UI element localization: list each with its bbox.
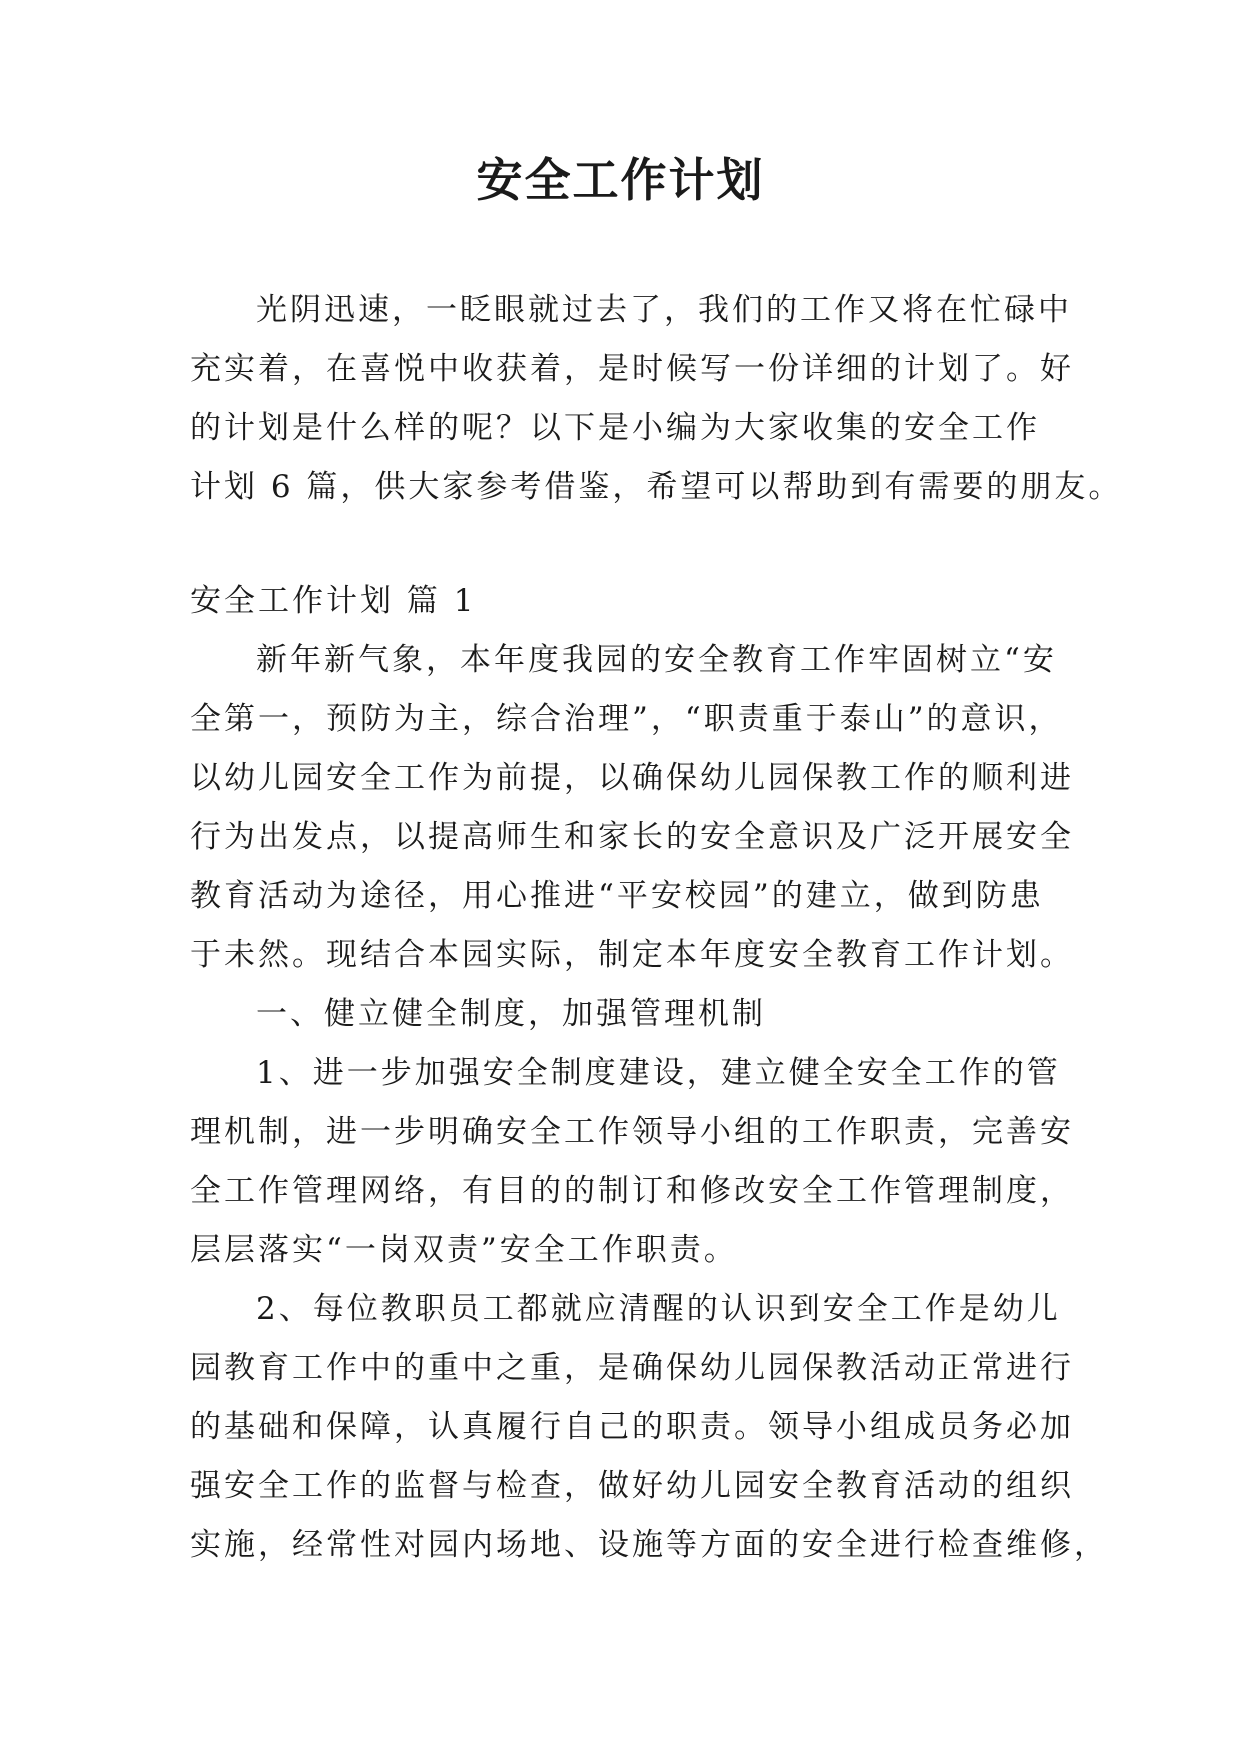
intro-line-1: 光阴迅速，一眨眼就过去了，我们的工作又将在忙碌中 [256,292,1072,328]
paragraph-line: 于未然。现结合本园实际，制定本年度安全教育工作计划。 [190,937,1074,973]
subheading-line: 一、健立健全制度，加强管理机制 [256,996,766,1032]
paragraph-line: 层层落实“一岗双责”安全工作职责。 [190,1232,738,1268]
paragraph-line: 园教育工作中的重中之重，是确保幼儿园保教活动正常进行 [190,1350,1074,1386]
paragraph-line: 全工作管理网络，有目的的制订和修改安全工作管理制度， [190,1173,1074,1209]
document-title: 安全工作计划 [476,153,765,207]
paragraph-line: 强安全工作的监督与检查，做好幼儿园安全教育活动的组织 [190,1468,1074,1504]
paragraph-line: 以幼儿园安全工作为前提，以确保幼儿园保教工作的顺利进 [190,760,1074,796]
section-heading: 安全工作计划 篇 1 [190,583,477,619]
paragraph-line: 行为出发点，以提高师生和家长的安全意识及广泛开展安全 [190,819,1074,855]
paragraph-line: 理机制，进一步明确安全工作领导小组的工作职责，完善安 [190,1114,1074,1150]
paragraph-line: 的基础和保障，认真履行自己的职责。领导小组成员务必加 [190,1409,1074,1445]
paragraph-line: 1、进一步加强安全制度建设，建立健全安全工作的管 [256,1055,1061,1091]
intro-line-4: 计划 6 篇，供大家参考借鉴，希望可以帮助到有需要的朋友。 [190,469,1123,505]
paragraph-line: 2、每位教职员工都就应清醒的认识到安全工作是幼儿 [256,1291,1061,1327]
paragraph-line: 教育活动为途径，用心推进“平安校园”的建立，做到防患 [190,878,1044,914]
paragraph-line: 实施，经常性对园内场地、设施等方面的安全进行检查维修， [190,1527,1108,1563]
intro-line-3: 的计划是什么样的呢？以下是小编为大家收集的安全工作 [190,410,1040,446]
paragraph-line: 全第一，预防为主，综合治理”，“职责重于泰山”的意识， [190,701,1063,737]
paragraph-line: 新年新气象，本年度我园的安全教育工作牢固树立“安 [256,642,1057,678]
document-body [190,281,1123,1575]
intro-line-2: 充实着，在喜悦中收获着，是时候写一份详细的计划了。好 [190,351,1074,387]
